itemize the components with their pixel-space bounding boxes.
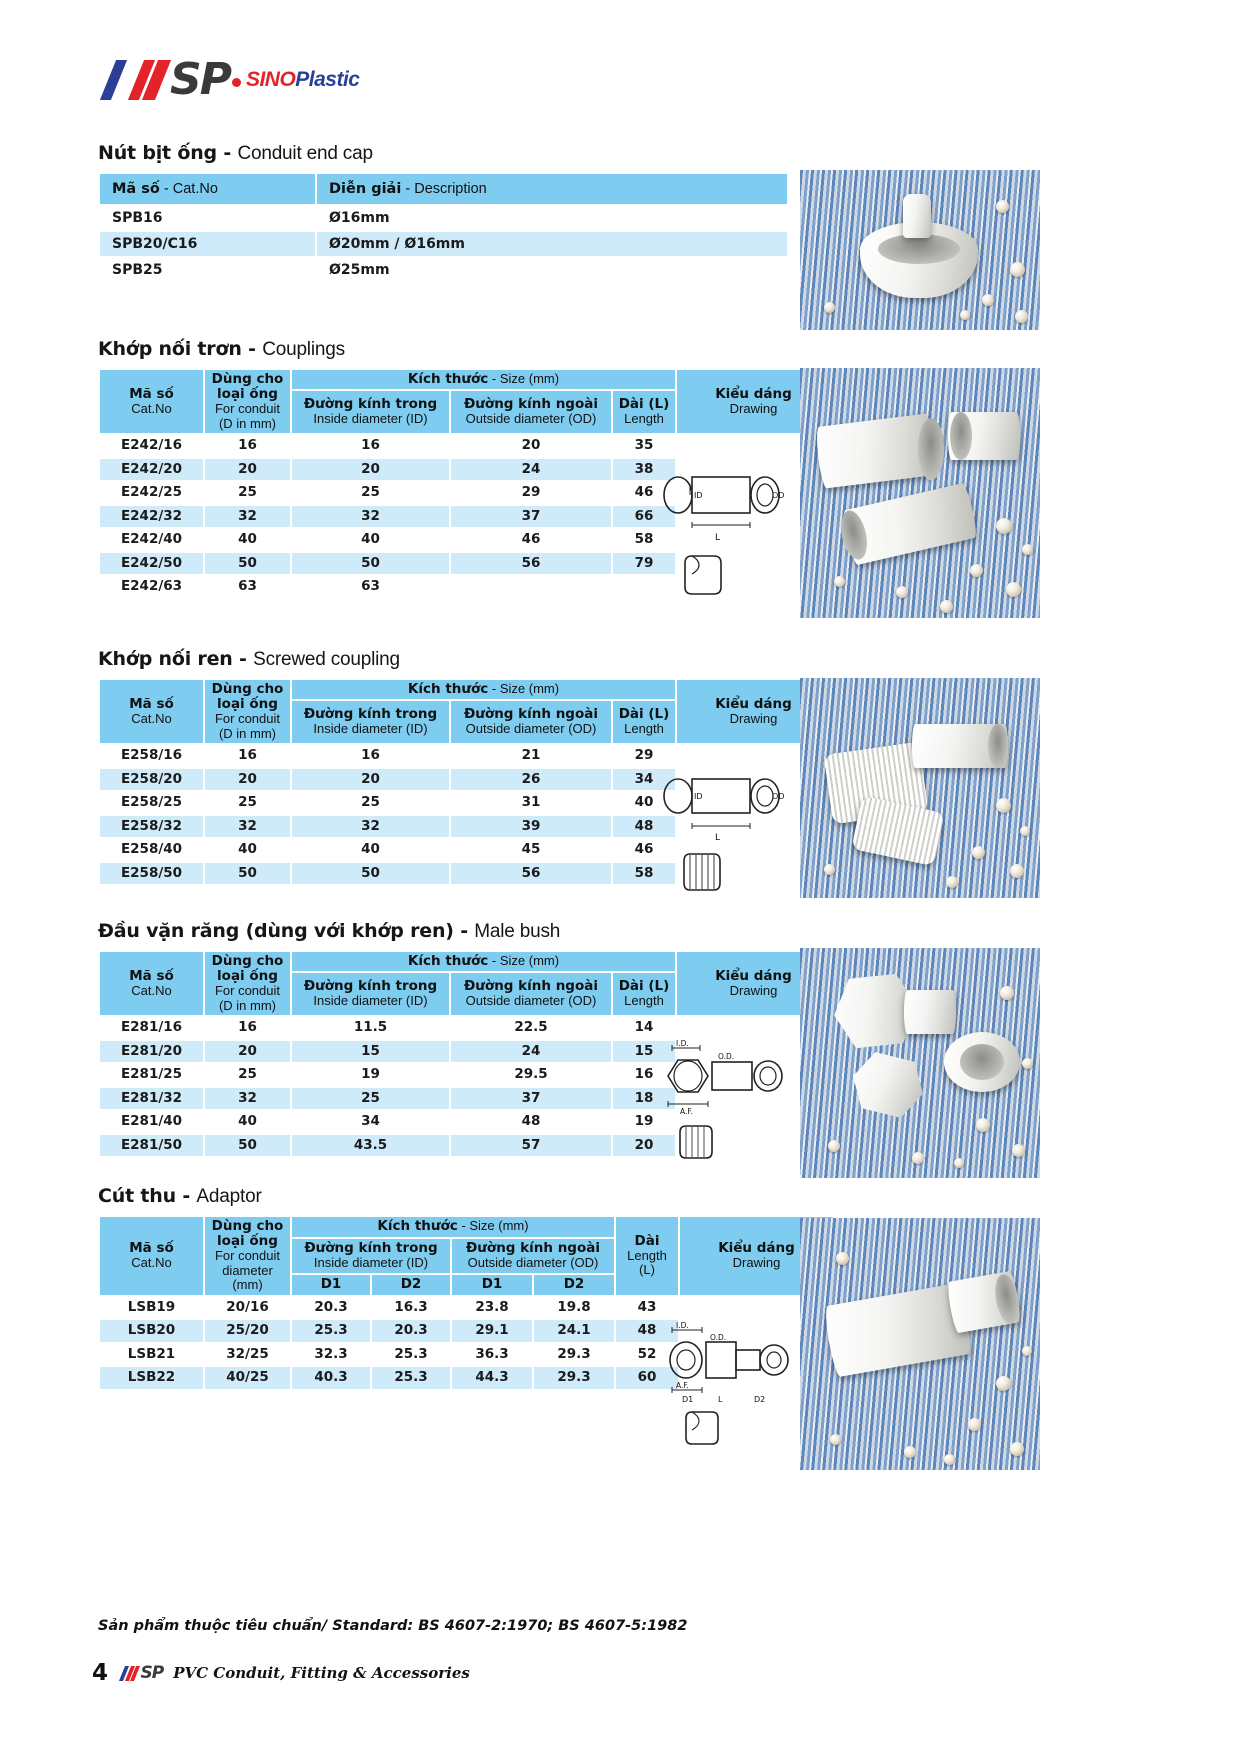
drawing-male-bush xyxy=(658,1038,798,1163)
cell-cat-no: E281/40 xyxy=(100,1111,203,1133)
cell-cat-no: E242/25 xyxy=(100,482,203,504)
cell-conduit: 40/25 xyxy=(205,1367,290,1389)
drawing-label-d1: D1 xyxy=(682,1395,694,1404)
cell-id: 63 xyxy=(292,576,449,598)
cell-conduit: 25 xyxy=(205,792,290,814)
photo-part-pipe-bore xyxy=(988,724,1008,768)
photo-part-cap-nipple xyxy=(903,194,931,238)
photo-bead xyxy=(828,1140,840,1152)
cell-od: 29 xyxy=(451,482,611,504)
cell-cat-no: LSB21 xyxy=(100,1344,203,1366)
section-conduit-end-cap xyxy=(98,142,789,284)
drawing-label-od: O.D. xyxy=(718,1052,735,1061)
photo-bead xyxy=(996,200,1009,213)
cell-conduit: 25 xyxy=(205,1064,290,1086)
logo-tagline-sino: SINO xyxy=(245,68,296,91)
cell-id-d1: 25.3 xyxy=(292,1320,370,1342)
cell-cat-no: E258/20 xyxy=(100,769,203,791)
table-header-row xyxy=(100,1217,833,1237)
photo-bead xyxy=(946,876,958,888)
cell-length: 40 xyxy=(613,792,675,814)
product-photo-male-bush xyxy=(800,948,1040,1178)
cell-cat-no: E258/40 xyxy=(100,839,203,861)
cell-length: 48 xyxy=(613,816,675,838)
drawing-label-l: L xyxy=(715,833,721,843)
cell-id: 40 xyxy=(292,529,449,551)
table-header-row xyxy=(100,680,830,699)
photo-bead xyxy=(982,294,994,306)
table-row xyxy=(100,258,787,282)
header-size: Kích thước - Size (mm) xyxy=(292,370,675,389)
cell-length: 46 xyxy=(613,839,675,861)
cell-conduit: 50 xyxy=(205,553,290,575)
header-drawing: Kiểu dáng Drawing xyxy=(677,680,830,743)
cell-od: 46 xyxy=(451,529,611,551)
header-length: Dài (L) Length xyxy=(613,973,675,1015)
product-photo-end-cap xyxy=(800,170,1040,330)
cell-od-d2: 19.8 xyxy=(534,1297,614,1319)
photo-part-screwed-body-2 xyxy=(851,796,944,866)
cell-length: 60 xyxy=(616,1367,678,1389)
cell-od-d1: 36.3 xyxy=(452,1344,532,1366)
product-photo-couplings xyxy=(800,368,1040,618)
drawing-label-od: OD xyxy=(772,491,785,500)
cell-id: 15 xyxy=(292,1041,449,1063)
drawing-label-od: O.D. xyxy=(710,1333,727,1342)
cell-length: 14 xyxy=(613,1017,675,1039)
cell-cat-no: SPB16 xyxy=(100,206,315,230)
cell-cat-no: E281/25 xyxy=(100,1064,203,1086)
cell-od xyxy=(451,576,611,598)
cell-od-d1: 44.3 xyxy=(452,1367,532,1389)
cell-conduit: 32/25 xyxy=(205,1344,290,1366)
cell-cat-no: E258/32 xyxy=(100,816,203,838)
cell-conduit: 16 xyxy=(205,1017,290,1039)
cell-cat-no: SPB20/C16 xyxy=(100,232,315,256)
photo-bead xyxy=(1015,310,1028,323)
logo-tagline-plastic: Plastic xyxy=(295,68,360,91)
cell-conduit: 16 xyxy=(205,745,290,767)
header-for-conduit: Dùng cho loại ống For conduit (D in mm) xyxy=(205,952,290,1015)
cell-cat-no: E242/16 xyxy=(100,435,203,457)
header-outside-diameter: Đường kính ngoài Outside diameter (OD) xyxy=(451,973,611,1015)
cell-od: 24 xyxy=(451,1041,611,1063)
page-number: 4 xyxy=(92,1660,109,1686)
cell-conduit: 50 xyxy=(205,863,290,885)
cell-cat-no: E281/20 xyxy=(100,1041,203,1063)
header-for-conduit: Dùng cho loại ống For conduit (D in mm) xyxy=(205,370,290,433)
footer-logo-sp: SP xyxy=(140,1663,164,1683)
header-od-d2: D2 xyxy=(534,1275,614,1295)
cell-length: 20 xyxy=(613,1135,675,1157)
product-photo-screwed-coupling xyxy=(800,678,1040,898)
header-length: Dài Length (L) xyxy=(616,1217,678,1295)
photo-bead xyxy=(1022,544,1033,555)
cell-cat-no: E258/16 xyxy=(100,745,203,767)
cell-length: 79 xyxy=(613,553,675,575)
cell-od-d1: 29.1 xyxy=(452,1320,532,1342)
cell-cat-no: SPB25 xyxy=(100,258,315,282)
cell-id: 11.5 xyxy=(292,1017,449,1039)
cell-cat-no: E242/50 xyxy=(100,553,203,575)
photo-bead xyxy=(1000,986,1014,1000)
drawing-label-id: I.D. xyxy=(676,1039,689,1048)
cell-conduit: 25 xyxy=(205,482,290,504)
cell-od-d2: 24.1 xyxy=(534,1320,614,1342)
cell-od: 56 xyxy=(451,553,611,575)
header-inside-diameter: Đường kính trong Inside diameter (ID) xyxy=(292,701,449,743)
standard-line xyxy=(98,1618,687,1634)
footer-title: PVC Conduit, Fitting & Accessories xyxy=(173,1664,470,1682)
header-id-d2: D2 xyxy=(372,1275,450,1295)
photo-bead xyxy=(896,586,908,598)
header-outside-diameter: Đường kính ngoài Outside diameter (OD) xyxy=(451,391,611,433)
cell-od: 22.5 xyxy=(451,1017,611,1039)
table-row xyxy=(100,435,830,457)
cell-od: 29.5 xyxy=(451,1064,611,1086)
photo-bead xyxy=(824,864,835,875)
standard-value: BS 4607-2:1970; BS 4607-5:1982 xyxy=(413,1618,688,1634)
section-title-male-bush: Đầu vặn răng (dùng với khớp ren) - Male bush xyxy=(98,920,561,942)
cell-length: 66 xyxy=(613,506,675,528)
header-inside-diameter: Đường kính trong Inside diameter (ID) xyxy=(292,973,449,1015)
photo-bead xyxy=(996,518,1012,534)
photo-bead xyxy=(1012,1144,1025,1157)
footer-slashes-icon xyxy=(122,1666,139,1681)
photo-bead xyxy=(1010,864,1024,878)
cell-length: 58 xyxy=(613,529,675,551)
header-description: Diễn giải - Description xyxy=(317,174,787,204)
header-cat-no: Mã số Cat.No xyxy=(100,370,203,433)
header-outside-diameter: Đường kính ngoài Outside diameter (OD) xyxy=(452,1239,614,1274)
brand-logo xyxy=(108,52,360,108)
cell-cat-no: E258/50 xyxy=(100,863,203,885)
cell-conduit: 63 xyxy=(205,576,290,598)
cell-cat-no: E258/25 xyxy=(100,792,203,814)
cell-id: 20 xyxy=(292,769,449,791)
table-header-row xyxy=(100,370,830,389)
header-inside-diameter: Đường kính trong Inside diameter (ID) xyxy=(292,391,449,433)
cell-od: 56 xyxy=(451,863,611,885)
photo-bead xyxy=(976,1118,990,1132)
section-title-adaptor: Cút thu - Adaptor xyxy=(98,1185,262,1207)
table-row xyxy=(100,1017,830,1039)
header-drawing: Kiểu dáng Drawing xyxy=(677,952,830,1015)
cell-id: 16 xyxy=(292,745,449,767)
photo-bead xyxy=(1022,1058,1033,1069)
cell-od: 37 xyxy=(451,506,611,528)
cell-conduit: 50 xyxy=(205,1135,290,1157)
cell-length: 29 xyxy=(613,745,675,767)
photo-bead xyxy=(970,564,983,577)
table-row xyxy=(100,232,787,256)
logo-tagline xyxy=(246,68,360,92)
cell-id-d2: 20.3 xyxy=(372,1320,450,1342)
cell-length: 16 xyxy=(613,1064,675,1086)
drawing-label-id: I.D. xyxy=(676,1321,689,1330)
drawing-label-od: OD xyxy=(772,792,785,801)
table-row xyxy=(100,206,787,230)
photo-part-pipe-2-bore xyxy=(950,412,972,460)
header-outside-diameter: Đường kính ngoài Outside diameter (OD) xyxy=(451,701,611,743)
photo-bead xyxy=(996,1376,1011,1391)
cell-id: 50 xyxy=(292,553,449,575)
photo-bead xyxy=(836,1252,849,1265)
section-title-end-cap xyxy=(98,142,789,165)
cell-id: 25 xyxy=(292,482,449,504)
cell-length: 15 xyxy=(613,1041,675,1063)
cell-id: 25 xyxy=(292,792,449,814)
header-cat-no: Mã số Cat.No xyxy=(100,680,203,743)
cell-id-d2: 16.3 xyxy=(372,1297,450,1319)
cell-od-d2: 29.3 xyxy=(534,1367,614,1389)
logo-dot-icon xyxy=(232,78,241,87)
cell-cat-no: E281/32 xyxy=(100,1088,203,1110)
page-footer xyxy=(92,1660,470,1686)
standard-label: Sản phẩm thuộc tiêu chuẩn/ Standard: xyxy=(98,1618,414,1634)
cell-id: 32 xyxy=(292,506,449,528)
cell-length: 18 xyxy=(613,1088,675,1110)
header-for-conduit: Dùng cho loại ống For conduit (D in mm) xyxy=(205,680,290,743)
product-photo-adaptor xyxy=(800,1218,1040,1470)
photo-part-ring-bore xyxy=(960,1044,1004,1080)
logo-slashes-icon xyxy=(108,59,166,101)
section-title-screwed-coupling: Khớp nối ren - Screwed coupling xyxy=(98,648,400,670)
photo-bead xyxy=(944,1454,955,1465)
photo-bead xyxy=(904,1446,916,1458)
header-drawing: Kiểu dáng Drawing xyxy=(677,370,830,433)
table-row xyxy=(100,1297,833,1319)
header-length: Dài (L) Length xyxy=(613,391,675,433)
logo-sp-text: SP xyxy=(170,54,230,105)
photo-bead xyxy=(912,1152,924,1164)
cell-cat-no: E242/20 xyxy=(100,459,203,481)
header-inside-diameter: Đường kính trong Inside diameter (ID) xyxy=(292,1239,450,1274)
header-size: Kích thước - Size (mm) xyxy=(292,680,675,699)
table-row xyxy=(100,745,830,767)
cell-cat-no: E242/32 xyxy=(100,506,203,528)
cell-conduit: 40 xyxy=(205,839,290,861)
cell-cat-no: E281/50 xyxy=(100,1135,203,1157)
header-length: Dài (L) Length xyxy=(613,701,675,743)
photo-bead xyxy=(1006,582,1021,597)
photo-bead xyxy=(834,576,845,587)
cell-conduit: 32 xyxy=(205,816,290,838)
cell-id-d2: 25.3 xyxy=(372,1344,450,1366)
cell-conduit: 40 xyxy=(205,1111,290,1133)
cell-conduit: 16 xyxy=(205,435,290,457)
title-vi: Nút bịt ống xyxy=(98,142,217,164)
cell-conduit: 20 xyxy=(205,769,290,791)
drawing-label-id: ID xyxy=(694,792,703,801)
photo-part-hex-bush-2 xyxy=(846,1048,930,1122)
cell-id: 25 xyxy=(292,1088,449,1110)
header-for-conduit-diameter: Dùng cho loại ống For conduit diameter (mm) xyxy=(205,1217,290,1295)
drawing-label-af: A.F. xyxy=(680,1107,693,1116)
cell-od: 45 xyxy=(451,839,611,861)
header-cat-no: Mã số - Cat.No xyxy=(100,174,315,204)
photo-bead xyxy=(1010,262,1025,277)
drawing-label-id: ID xyxy=(694,491,703,500)
cell-length: 52 xyxy=(616,1344,678,1366)
cell-id: 40 xyxy=(292,839,449,861)
cell-id: 43.5 xyxy=(292,1135,449,1157)
drawing-label-af: A.F. xyxy=(676,1381,689,1390)
cell-od: 31 xyxy=(451,792,611,814)
cell-conduit: 40 xyxy=(205,529,290,551)
cell-description: Ø16mm xyxy=(317,206,787,230)
drawing-label-d2: D2 xyxy=(754,1395,766,1404)
cell-conduit: 20 xyxy=(205,1041,290,1063)
cell-conduit: 32 xyxy=(205,506,290,528)
cell-cat-no: LSB20 xyxy=(100,1320,203,1342)
cell-conduit: 20/16 xyxy=(205,1297,290,1319)
cell-cat-no: LSB19 xyxy=(100,1297,203,1319)
cell-cat-no: E242/63 xyxy=(100,576,203,598)
drawing-adaptor xyxy=(658,1318,798,1448)
cell-od-d1: 23.8 xyxy=(452,1297,532,1319)
photo-bead xyxy=(830,1434,841,1445)
cell-length: 34 xyxy=(613,769,675,791)
photo-bead xyxy=(972,846,985,859)
drawing-label-l: L xyxy=(715,533,721,543)
photo-bead xyxy=(1010,1442,1024,1456)
cell-length: 38 xyxy=(613,459,675,481)
cell-length: 43 xyxy=(616,1297,678,1319)
cell-description: Ø25mm xyxy=(317,258,787,282)
cell-id-d1: 20.3 xyxy=(292,1297,370,1319)
header-id-d1: D1 xyxy=(292,1275,370,1295)
cell-id: 19 xyxy=(292,1064,449,1086)
header-od-d1: D1 xyxy=(452,1275,532,1295)
cell-id-d1: 32.3 xyxy=(292,1344,370,1366)
cell-id: 32 xyxy=(292,816,449,838)
cell-id: 34 xyxy=(292,1111,449,1133)
photo-bead xyxy=(954,1158,964,1168)
cell-od: 26 xyxy=(451,769,611,791)
cell-length: 46 xyxy=(613,482,675,504)
cell-od: 21 xyxy=(451,745,611,767)
cell-conduit: 32 xyxy=(205,1088,290,1110)
table-conduit-end-cap xyxy=(98,172,789,284)
photo-bead xyxy=(824,302,835,313)
cell-description: Ø20mm / Ø16mm xyxy=(317,232,787,256)
cell-od: 39 xyxy=(451,816,611,838)
cell-length: 58 xyxy=(613,863,675,885)
section-title-couplings: Khớp nối trơn - Couplings xyxy=(98,338,345,360)
table-header-row xyxy=(100,174,787,204)
drawing-coupling xyxy=(660,470,795,600)
header-size: Kích thước - Size (mm) xyxy=(292,1217,614,1237)
photo-part-pipe-bore xyxy=(918,418,944,480)
header-cat-no: Mã số Cat.No xyxy=(100,1217,203,1295)
header-size: Kích thước - Size (mm) xyxy=(292,952,675,971)
header-cat-no: Mã số Cat.No xyxy=(100,952,203,1015)
cell-od: 57 xyxy=(451,1135,611,1157)
cell-od: 37 xyxy=(451,1088,611,1110)
cell-od: 48 xyxy=(451,1111,611,1133)
table-header-row xyxy=(100,952,830,971)
photo-bead xyxy=(996,798,1011,813)
photo-bead xyxy=(1020,826,1030,836)
cell-cat-no: E242/40 xyxy=(100,529,203,551)
cell-od: 24 xyxy=(451,459,611,481)
photo-bead xyxy=(940,600,953,613)
cell-cat-no: LSB22 xyxy=(100,1367,203,1389)
photo-part-cap-inner xyxy=(878,234,960,264)
photo-bead xyxy=(960,310,970,320)
cell-id: 50 xyxy=(292,863,449,885)
cell-conduit: 25/20 xyxy=(205,1320,290,1342)
cell-od-d2: 29.3 xyxy=(534,1344,614,1366)
drawing-screwed-coupling xyxy=(660,772,795,892)
title-sep: - xyxy=(216,142,238,164)
drawing-label-l: L xyxy=(718,1395,723,1404)
photo-bead xyxy=(968,1418,981,1431)
cell-id-d2: 25.3 xyxy=(372,1367,450,1389)
title-en: Conduit end cap xyxy=(237,143,373,164)
cell-id: 16 xyxy=(292,435,449,457)
cell-length: 35 xyxy=(613,435,675,457)
cell-id: 20 xyxy=(292,459,449,481)
photo-bead xyxy=(1022,1346,1032,1356)
cell-cat-no: E281/16 xyxy=(100,1017,203,1039)
photo-part-bush-shank xyxy=(904,990,956,1034)
cell-id-d1: 40.3 xyxy=(292,1367,370,1389)
header-drawing: Kiểu dáng Drawing xyxy=(680,1217,833,1295)
cell-conduit: 20 xyxy=(205,459,290,481)
cell-length: 48 xyxy=(616,1320,678,1342)
cell-length: 19 xyxy=(613,1111,675,1133)
cell-od: 20 xyxy=(451,435,611,457)
